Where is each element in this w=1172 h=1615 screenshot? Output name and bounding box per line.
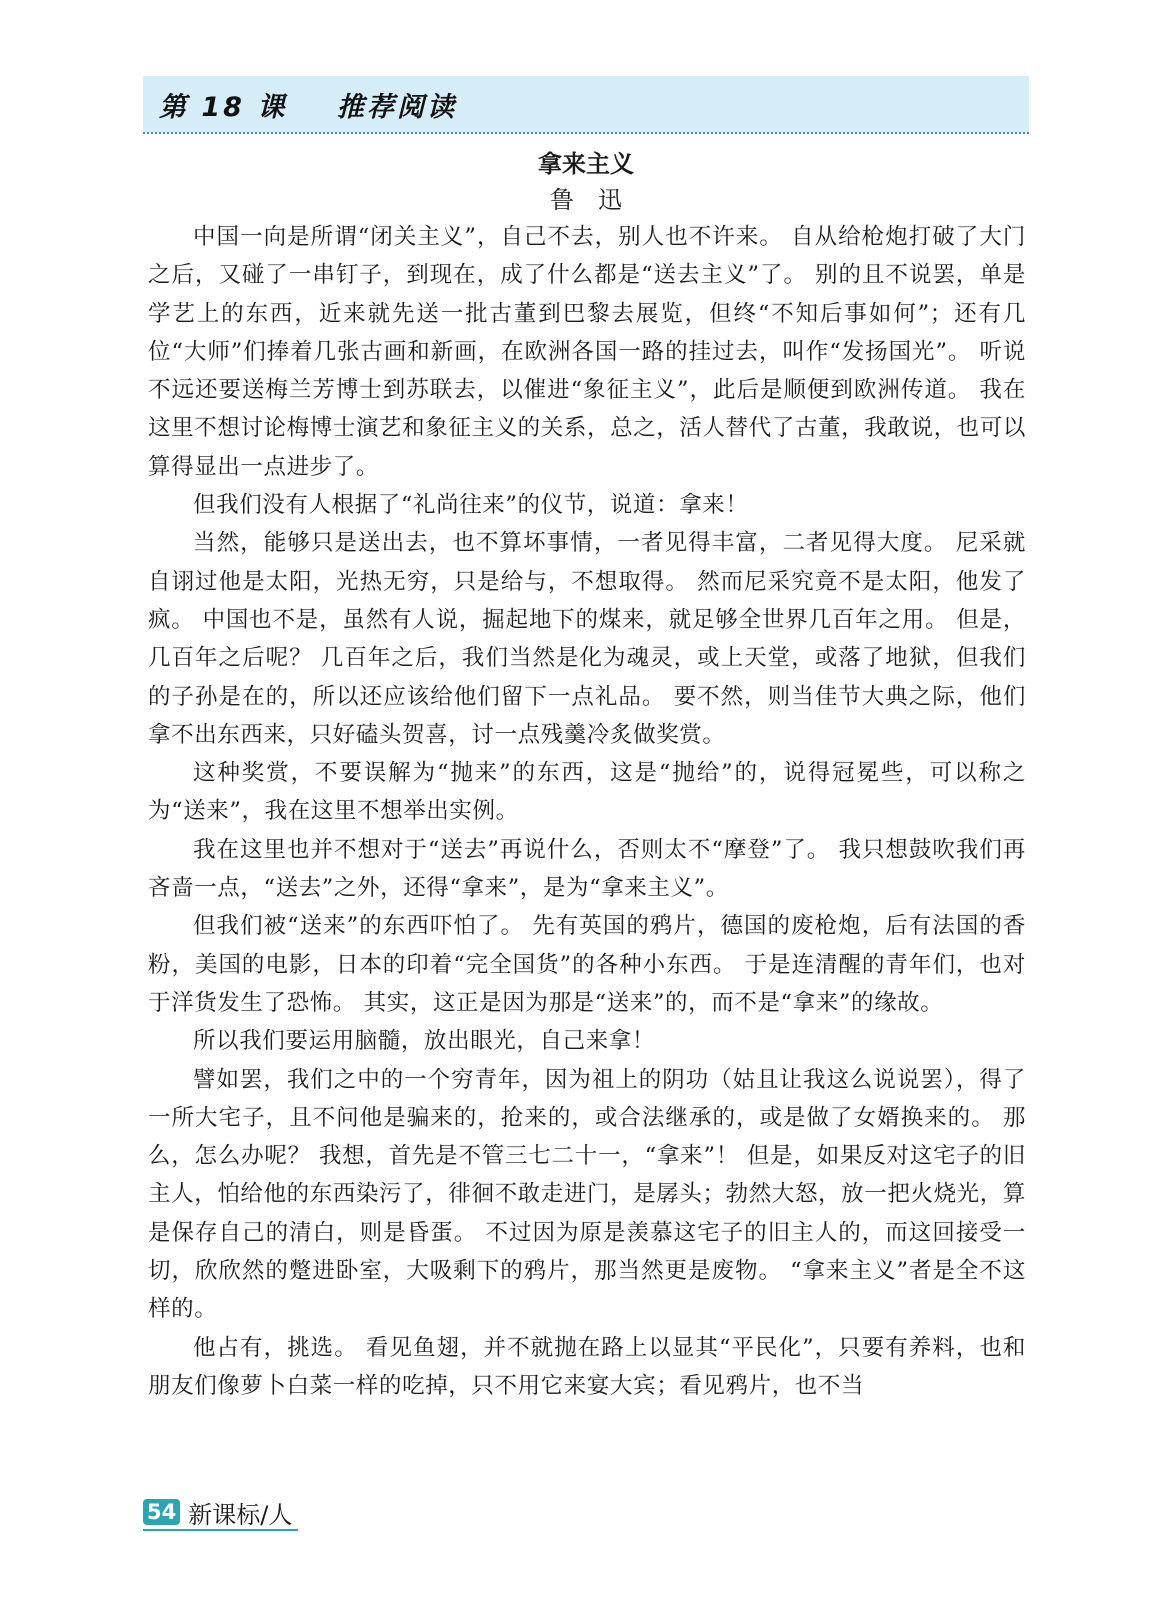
paragraph: 但我们被“送来”的东西吓怕了。 先有英国的鸦片，德国的废枪炮，后有法国的香粉，美国的电影，日本的印着“完全国货”的各种小东西。 于是连清醒的青年们，也对于洋货发生了恐怖。 其实，这正是因为那是“送来”的，而不是“拿来”的缘故。 [148,913,1026,1016]
page-number: 54 [143,1499,180,1525]
page-footer [143,1495,298,1531]
article-author: 鲁迅 [550,186,646,214]
lesson-title: 第 18 课 推荐阅读 [159,91,457,123]
article-body [148,218,1026,1405]
paragraph: 譬如罢，我们之中的一个穷青年，因为祖上的阴功（姑且让我这么说说罢），得了一所大宅子，且不问他是骗来的，抢来的，或合法继承的，或是做了女婿换来的。 那么，怎么办呢？ 我想，首先是不管三七二十一，“拿来”！ 但是，如果反对这宅子的旧主人，怕给他的东西染污了，徘徊不敢走进门，是孱头；勃然大怒，放一把火烧光，算是保存自己的清白，则是昏蛋。 不过因为原是羡慕这宅子的旧主人的，而这回接受一切，欣欣然的蹩进卧室，大吸剩下的鸦片，那当然更是废物。 “拿来主义”者是全不这样的。 [148,1066,1026,1323]
paragraph: 所以我们要运用脑髓，放出眼光，自己来拿！ [193,1028,656,1055]
series-label: 新课标/人 [188,1500,293,1529]
paragraph: 当然，能够只是送出去，也不算坏事情，一者见得丰富，二者见得大度。 尼采就自诩过他是太阳，光热无穷，只是给与，不想取得。 然而尼采究竟不是太阳，他发了疯。 中国也不是，虽然有人说，掘起地下的煤来，就足够全世界几百年之用。 但是，几百年之后呢？ 几百年之后，我们当然是化为魂灵，或上天堂，或落了地狱，但我们的子孙是在的，所以还应该给他们留下一点礼品。 要不然，则当佳节大典之际，他们拿不出东西来，只好磕头贺喜，讨一点残羹冷炙做奖赏。 [148,530,1026,748]
article-title: 拿来主义 [538,150,634,178]
paragraph: 他占有，挑选。 看见鱼翅，并不就抛在路上以显其“平民化”，只要有养料，也和朋友们像萝卜白菜一样的吃掉，只不用它来宴大宾；看见鸦片，也不当 [148,1334,1026,1399]
lesson-header [143,76,1029,134]
paragraph: 我在这里也并不想对于“送去”再说什么，否则太不“摩登”了。 我只想鼓吹我们再吝啬一点，“送去”之外，还得“拿来”，是为“拿来主义”。 [148,836,1026,902]
paragraph: 但我们没有人根据了“礼尚往来”的仪节，说道：拿来！ [193,492,749,519]
paragraph: 这种奖赏，不要误解为“抛来”的东西，这是“抛给”的，说得冠冕些，可以称之为“送来”，我在这里不想举出实例。 [148,760,1026,825]
paragraph: 中国一向是所谓“闭关主义”，自己不去，别人也不许来。 自从给枪炮打破了大门之后，又碰了一串钉子，到现在，成了什么都是“送去主义”了。 别的且不说罢，单是学艺上的东西，近来就先送一批古董到巴黎去展览，但终“不知后事如何”；还有几位“大师”们捧着几张古画和新画，在欧洲各国一路的挂过去，叫作“发扬国光”。 听说不远还要送梅兰芳博士到苏联去，以催进“象征主义”，此后是顺便到欧洲传道。 我在这里不想讨论梅博士演艺和象征主义的关系，总之，活人替代了古董，我敢说，也可以算得显出一点进步了。 [148,224,1026,480]
